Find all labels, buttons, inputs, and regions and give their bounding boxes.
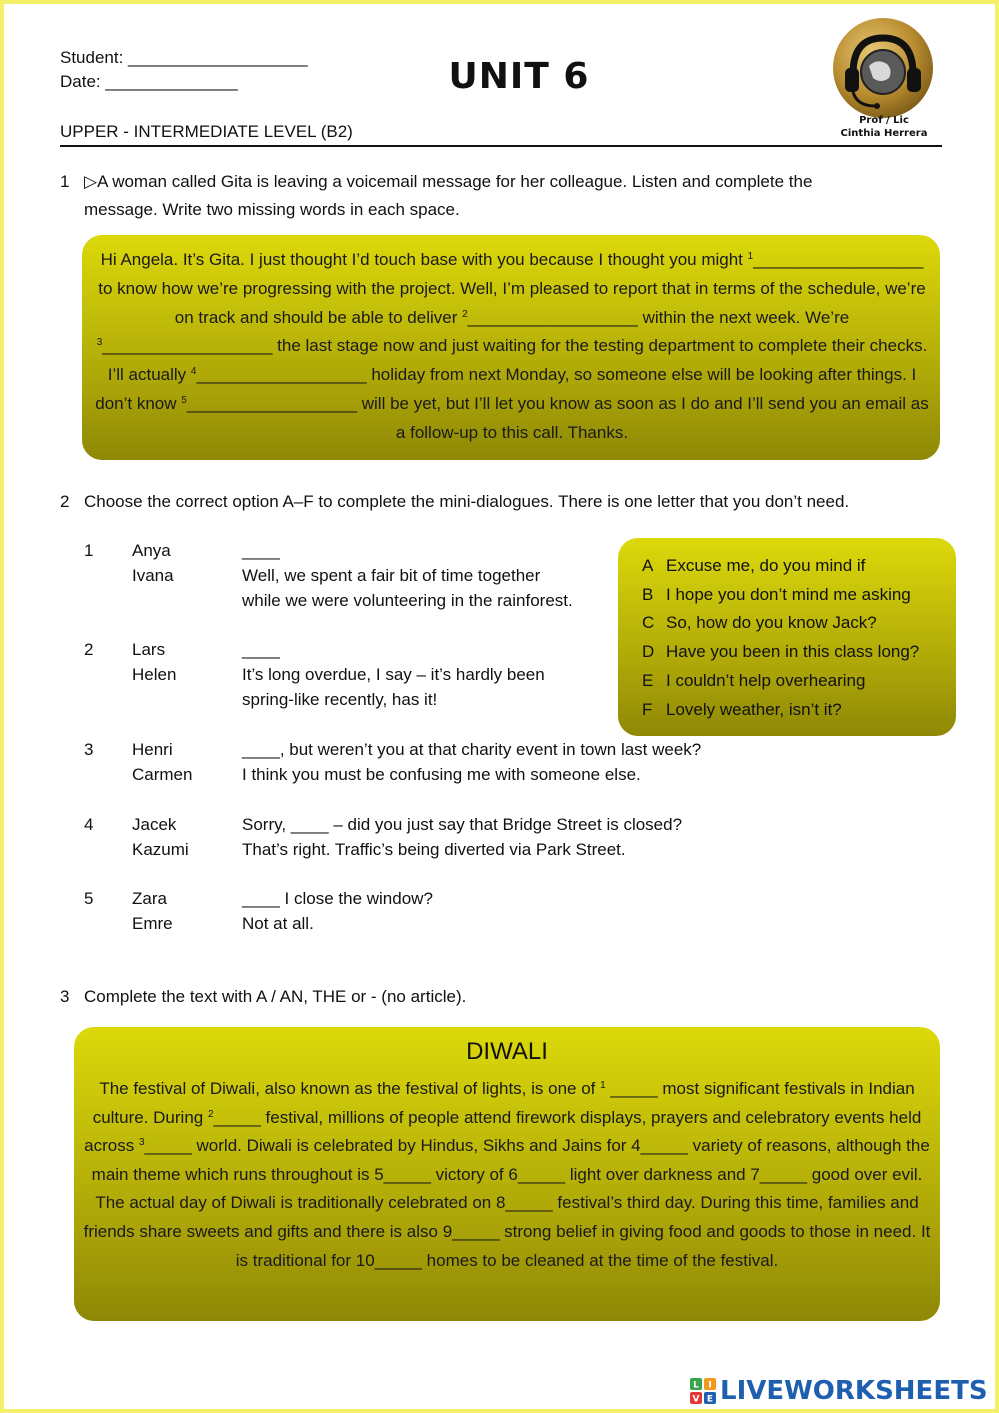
page-title: UNIT 6 — [448, 56, 590, 97]
gap-5[interactable]: __________________ — [186, 393, 358, 413]
exercise-2-instruction: 2 Choose the correct option A–F to complete the mini-dialogues. There is one letter that you don’t need. — [60, 492, 850, 511]
header-divider — [60, 145, 942, 147]
gap-2[interactable]: __________________ — [467, 307, 638, 327]
diwali-text[interactable]: The festival of Diwali, also known as the festival of lights, is one of $^1$ _____ most significant festivals in Indian culture. During $^2$_____ festival, millions of people attend firework displays, prayers and celebratory events held across $^3$_____ world. Diwali is celebrated by Hindus, Sikhs and Jains for 4_____ variety of reasons, although the main theme which runs throughout is 5_____ victory of 6_____ light over darkness and 7_____ good over evil. The actual day of Diwali is traditionally celebrated on 8_____ festival’s third day. During this time, families and friends share sweets and gifts and there is also 9_____ strong belief in giving food and goods to those in need. It is traditional for 10_____ homes to be cleaned at the time of the festival. — [83, 1079, 931, 1270]
answer-gap[interactable]: ____, but weren’t you at that charity event in town last week? — [242, 740, 702, 759]
teacher-credit: Prof / Lic Cinthia Herrera — [840, 115, 928, 139]
student-name-field[interactable]: Student: ___________________ — [60, 48, 308, 67]
gap-3[interactable]: __________________ — [102, 336, 273, 356]
option-a[interactable]: A Excuse me, do you mind if — [642, 556, 866, 575]
option-f[interactable]: F Lovely weather, isn’t it? — [642, 699, 842, 719]
answer-gap[interactable]: Sorry, ____ – did you just say that Bridge Street is closed? — [242, 815, 683, 834]
worksheet-page: Student: ___________________ Date: ______________ UNIT 6 Prof / Lic Cinthia Herrera UPPER - INTERMEDIATE LEVEL (B2) 1 ▷A woman called Gita is leaving a voicemail message for her colleague. Listen and complete the message. Write two missing words in each space. Hi Angela. It’s Gita. I just thought I’d touch base with you because I thought you might $^1$__________________ to know how we’re progressing with the project. Well, I’m pleased to report that in terms of the schedule, we’re on track and should be able to deliver $^2$__________________ within the next week. We’re $^3$__________________ the last stage now and just waiting for the testing department to complete their checks. I’ll actually $^4$__________________ holiday from next Monday, so someone else will be looking after things. I don’t know $^5$__________________ will be yet, but I’ll let you know as soon as I do and I’ll send you an email as a follow-up to this call. Thanks. 2 Choose the correct option A–F to complete the mini-dialogues. There is one letter that you don’t need. 1 Anya ____ Ivana Well, we spent a fair bit of time together while we were volunteering in the rainforest. 2 Lars ____ Helen It’s long overdue, I say – it’s hardly been spring-like recently, has it! 3 Henri ____, but weren’t you at that charity event in town last week? Carmen I think you must be confusing me with someone else. 4 Jacek Sorry, ____ – did you just say that Bridge Street is closed? Kazumi That’s right. Traffic’s being diverted via Park Street. 5 Zara ____ I close the window? Emre Not at all. A Excuse me, do you mind if B I hope you don’t mind me asking C So, how do you know Jack? D Have you been in this class long? E I couldn’t help overhearing F Lovely weather, isn’t it? 3 Complete the text with A / AN, THE or - (no article). DIWALI The festival of Diwali, also known as the festival of lights, is one of $^1$ _____ most significant festivals in Indian culture. During $^2$_____ festival, millions of people attend firework displays, prayers and celebratory events held across $^3$_____ world. Diwali is celebrated by Hindus, Sikhs and Jains for 4_____ variety of reasons, although the main theme which runs throughout is 5_____ victory of 6_____ light over darkness and 7_____ good over evil. The actual day of Diwali is traditionally celebrated on 8_____ festival’s third day. During this time, families and friends share sweets and gifts and there is also 9_____ strong belief in giving food and goods to those in need. It is traditional for 10_____ homes to be cleaned at the time of the festival. L I V E LIVEWORKSHEETS — [4, 4, 995, 1409]
option-e[interactable]: E I couldn’t help overhearing — [642, 670, 866, 690]
play-icon[interactable]: ▷ — [84, 172, 98, 191]
answer-gap[interactable]: ____ — [242, 640, 280, 659]
option-b[interactable]: B I hope you don’t mind me asking — [642, 584, 911, 604]
answer-gap[interactable]: ____ I close the window? — [242, 889, 433, 908]
liveworksheets-footer[interactable] — [690, 1374, 988, 1408]
headphones-globe-logo — [831, 18, 935, 122]
exercise-3-instruction: 3 Complete the text with A / AN, THE or - (no article). — [60, 987, 467, 1006]
brand-name: LIVEWORKSHEETS — [720, 1376, 988, 1406]
level-label: UPPER - INTERMEDIATE LEVEL (B2) — [60, 122, 353, 141]
gap-4[interactable]: __________________ — [196, 365, 367, 385]
svg-text:E: E — [706, 1394, 714, 1404]
svg-text:I: I — [708, 1380, 712, 1391]
liveworksheets-logo-icon — [690, 1378, 716, 1404]
voicemail-box: Hi Angela. It’s Gita. I just thought I’d touch base with you because I thought you might $^1$__________________ to know how we’re progressing with the project. Well, I’m pleased to report that in terms of the schedule, we’re on track and should be able to deliver $^2$__________________ within the next week. We’re $^3$__________________ the last stage now and just waiting for the testing department to complete their checks. I’ll actually $^4$__________________ holiday from next Monday, so someone else will be looking after things. I don’t know $^5$__________________ will be yet, but I’ll let you know as soon as I do and I’ll send you an email as a follow-up to this call. Thanks. — [82, 235, 940, 460]
options-box — [618, 538, 956, 736]
diwali-box — [74, 1027, 940, 1321]
option-c[interactable]: C So, how do you know Jack? — [642, 613, 877, 633]
option-d[interactable]: D Have you been in this class long? — [642, 642, 920, 662]
date-field[interactable]: Date: ______________ — [60, 72, 238, 91]
gap-1[interactable]: __________________ — [753, 250, 924, 269]
exercise-1-instruction: 1 ▷A woman called Gita is leaving a voicemail message for her colleague. Listen and complete the message. Write two missing words in each space. — [60, 172, 813, 219]
student-info — [60, 46, 308, 94]
diwali-heading: DIWALI — [466, 1038, 548, 1065]
answer-gap[interactable]: ____ — [242, 541, 280, 560]
svg-text:V: V — [692, 1394, 700, 1404]
svg-text:L: L — [693, 1380, 699, 1391]
